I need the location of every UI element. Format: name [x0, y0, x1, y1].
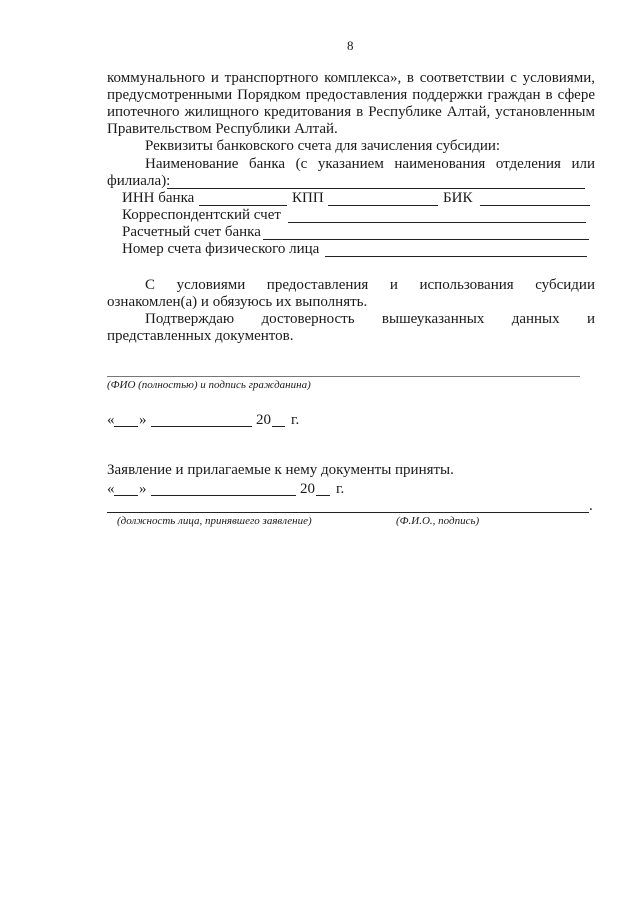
corr-account-field[interactable]: [288, 222, 586, 223]
confirmation-line-2: представленных документов.: [107, 328, 294, 344]
bank-details-heading: Реквизиты банковского счета для зачисления субсидии:: [145, 138, 501, 154]
personal-account-field[interactable]: [325, 256, 587, 257]
intro-line-1: коммунального и транспортного комплекса», в соответствии с условиями,: [107, 70, 595, 86]
acceptance-date-year-field[interactable]: [316, 495, 330, 496]
acceptance-date-open-quote: «: [107, 481, 115, 497]
inn-label: ИНН банка: [122, 190, 195, 206]
confirmation-line-1: Подтверждаю достоверность вышеуказанных данных и: [145, 311, 595, 327]
settlement-account-label: Расчетный счет банка: [122, 224, 261, 240]
acceptance-date-year-prefix: 20: [300, 481, 315, 497]
intro-line-4: Правительством Республики Алтай.: [107, 121, 338, 137]
acceptance-date-month-field[interactable]: [151, 495, 296, 496]
inn-field[interactable]: [199, 205, 287, 206]
applicant-date-day-field[interactable]: [114, 426, 138, 427]
acceptance-date-day-field[interactable]: [114, 495, 138, 496]
acceptor-line-dot: .: [589, 498, 593, 514]
applicant-date-close-quote: »: [139, 412, 147, 428]
intro-line-2: предусмотренными Порядком предоставления поддержки граждан в сфере: [107, 87, 595, 103]
acceptor-name-caption: (Ф.И.О., подпись): [396, 515, 480, 527]
applicant-date-year-field[interactable]: [272, 426, 285, 427]
page-number: 8: [347, 38, 354, 53]
acceptance-date-year-suffix: г.: [336, 481, 345, 497]
applicant-date-year-suffix: г.: [291, 412, 300, 428]
applicant-date-open-quote: «: [107, 412, 115, 428]
acceptance-date-close-quote: »: [139, 481, 147, 497]
kpp-field[interactable]: [328, 205, 438, 206]
bank-name-label-line2: филиала):: [107, 173, 171, 189]
acceptor-signature-field[interactable]: [107, 512, 589, 513]
bank-name-label-line1: Наименование банка (с указанием наименования отделения или: [145, 156, 595, 172]
applicant-signature-field[interactable]: [107, 376, 580, 377]
agreement-line-2: ознакомлен(а) и обязуюсь их выполнять.: [107, 294, 368, 310]
intro-line-3: ипотечного жилищного кредитования в Республике Алтай, установленным: [107, 104, 595, 120]
bank-name-field[interactable]: [167, 188, 585, 189]
applicant-date-year-prefix: 20: [256, 412, 271, 428]
agreement-line-1: С условиями предоставления и использования субсидии: [145, 277, 595, 293]
acceptor-position-caption: (должность лица, принявшего заявление): [117, 515, 312, 527]
bik-field[interactable]: [480, 205, 590, 206]
kpp-label: КПП: [292, 190, 324, 206]
acceptance-text: Заявление и прилагаемые к нему документы приняты.: [107, 462, 454, 478]
bik-label: БИК: [443, 190, 473, 206]
applicant-date-month-field[interactable]: [151, 426, 252, 427]
settlement-account-field[interactable]: [263, 239, 589, 240]
personal-account-label: Номер счета физического лица: [122, 241, 320, 257]
applicant-signature-caption: (ФИО (полностью) и подпись гражданина): [107, 379, 311, 391]
corr-account-label: Корреспондентский счет: [122, 207, 281, 223]
